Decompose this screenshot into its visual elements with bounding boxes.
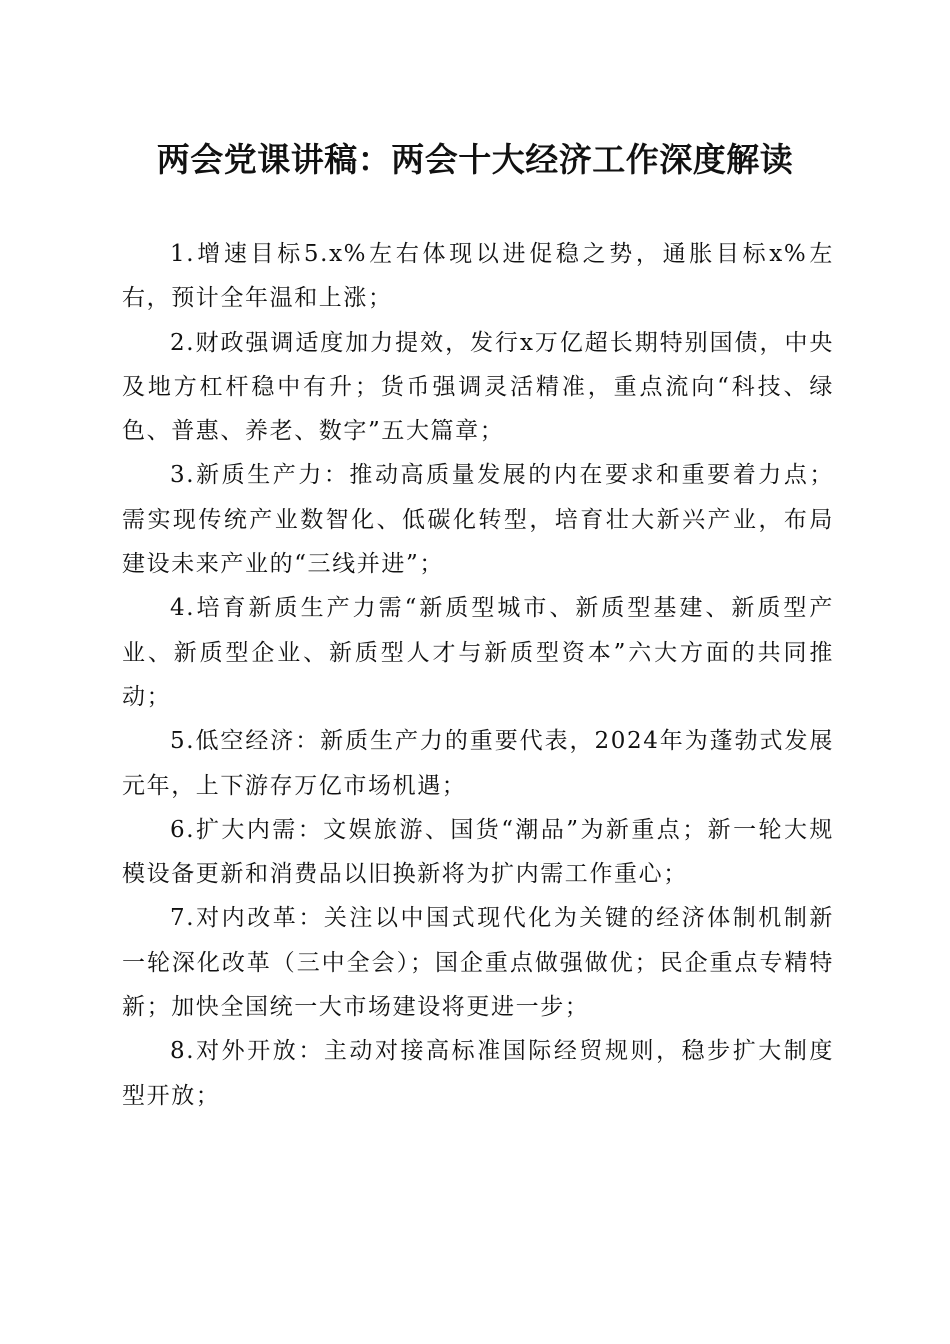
paragraph-2: 2.财政强调适度加力提效，发行x万亿超长期特别国债，中央及地方杠杆稳中有升；货币强调灵活精准，重点流向“科技、绿色、普惠、养老、数字”五大篇章； [122, 329, 834, 445]
paragraph-1: 1.增速目标5.x%左右体现以进促稳之势，通胀目标x%左右，预计全年温和上涨； [122, 241, 834, 312]
document-title: 两会党课讲稿：两会十大经济工作深度解读 [156, 140, 794, 179]
document-body [122, 232, 834, 1118]
paragraph-3: 3.新质生产力：推动高质量发展的内在要求和重要着力点；需实现传统产业数智化、低碳化转型，培育壮大新兴产业，布局建设未来产业的“三线并进”； [122, 462, 834, 578]
paragraph-8: 8.对外开放：主动对接高标准国际经贸规则，稳步扩大制度型开放； [122, 1038, 834, 1109]
paragraph-5: 5.低空经济：新质生产力的重要代表，2024年为蓬勃式发展元年，上下游存万亿市场机遇； [122, 728, 834, 799]
paragraph-4: 4.培育新质生产力需“新质型城市、新质型基建、新质型产业、新质型企业、新质型人才与新质型资本”六大方面的共同推动； [122, 595, 834, 710]
paragraph-7: 7.对内改革：关注以中国式现代化为关键的经济体制机制新一轮深化改革（三中全会）；国企重点做强做优；民企重点专精特新；加快全国统一大市场建设将更进一步； [122, 905, 834, 1021]
paragraph-6: 6.扩大内需：文娱旅游、国货“潮品”为新重点；新一轮大规模设备更新和消费品以旧换新将为扩内需工作重心； [122, 816, 834, 888]
